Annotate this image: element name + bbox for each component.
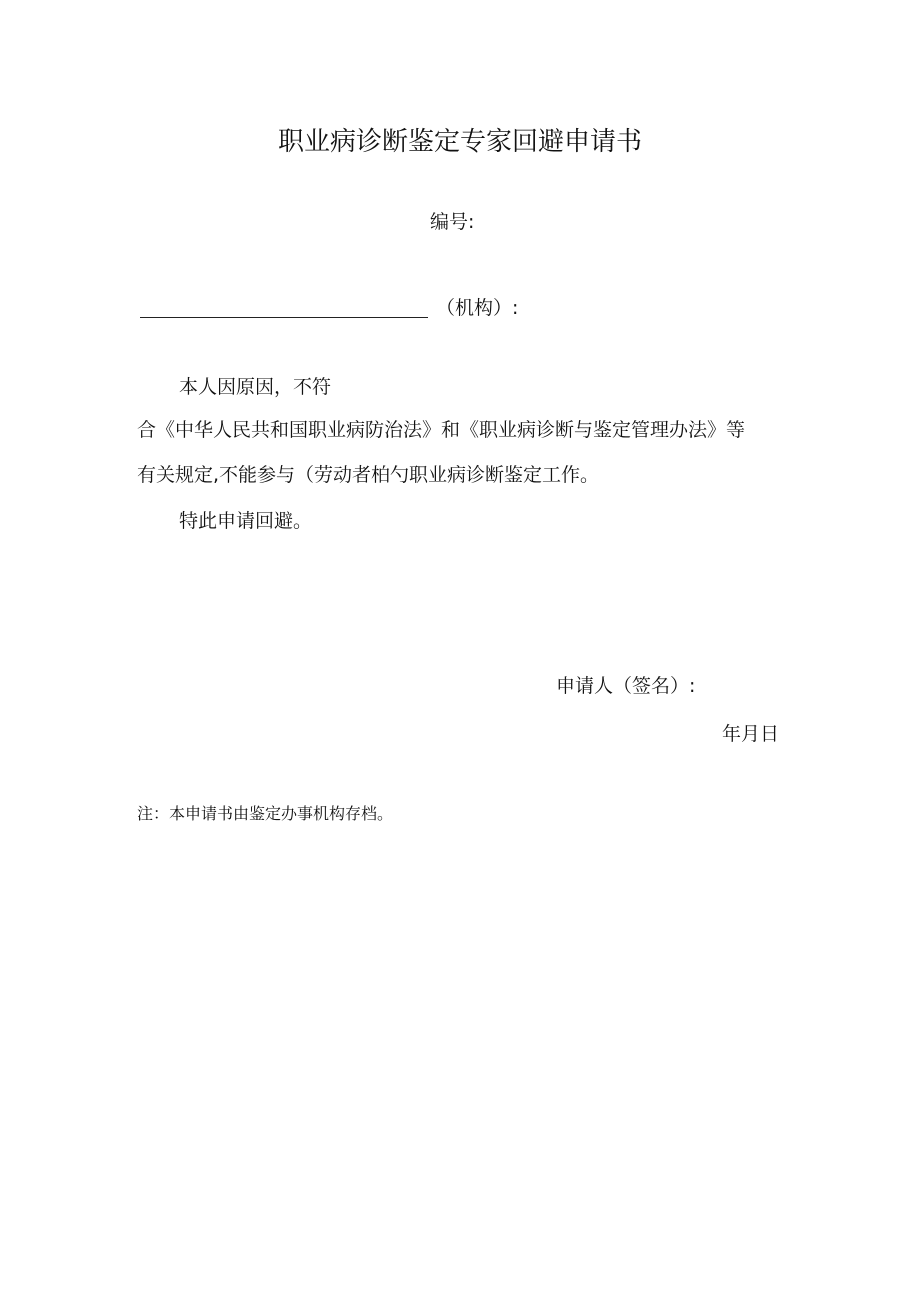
archive-note: 注：本申请书由鉴定办事机构存档。 — [137, 804, 394, 823]
body-line-2: 合《中华人民共和国职业病防治法》和《职业病诊断与鉴定管理办法》等 — [137, 419, 746, 441]
applicant-signature-label: 申请人（签名）: — [556, 675, 696, 697]
addressee-institution-label: （机构）: — [436, 297, 519, 319]
body-line-3: 有关规定,不能参与（劳动者柏勺职业病诊断鉴定工作。 — [137, 464, 600, 486]
body-line-1: 本人因原因，不符 — [179, 376, 332, 398]
document-number-label: 编号: — [430, 211, 475, 233]
body-line-4: 特此申请回避。 — [179, 510, 313, 532]
document-title: 职业病诊断鉴定专家回避申请书 — [277, 127, 642, 157]
addressee-blank-line — [140, 317, 428, 318]
date-label: 年月日 — [722, 723, 780, 745]
